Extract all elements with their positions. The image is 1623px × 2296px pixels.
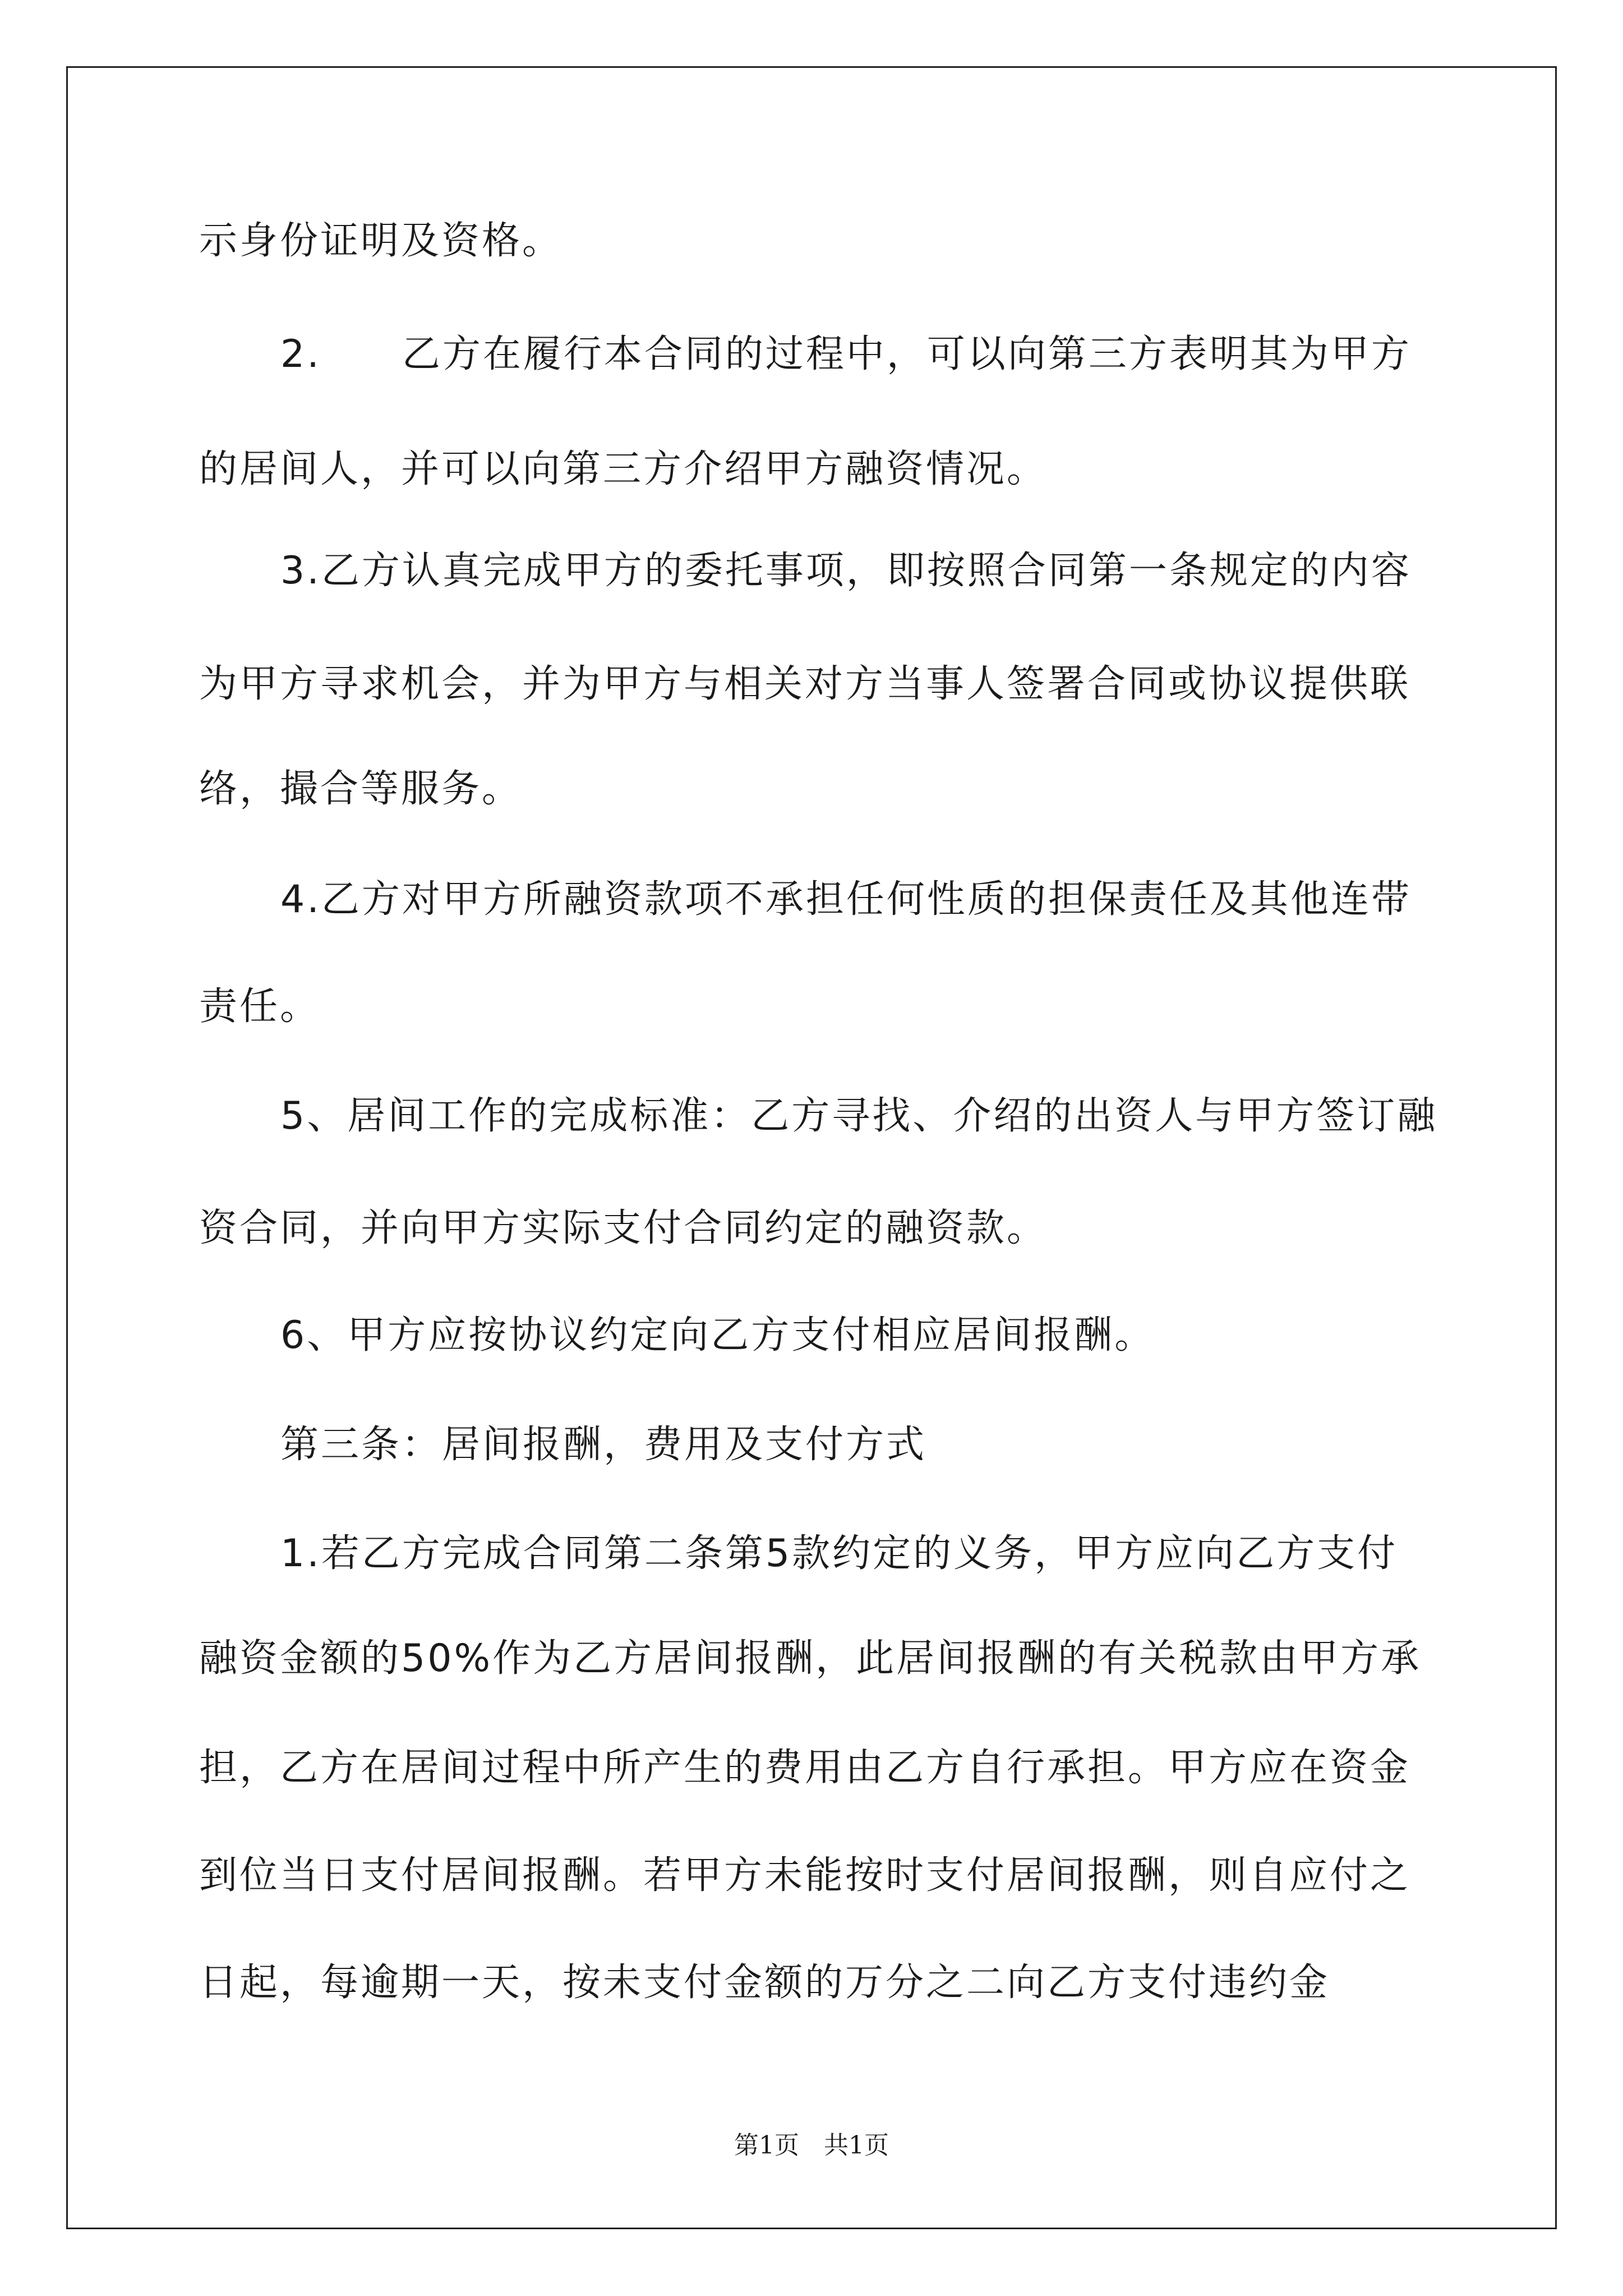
body-line: 到位当日支付居间报酬。若甲方未能按时支付居间报酬，则自应付之 (199, 1853, 1411, 1898)
body-line: 6、甲方应按协议约定向乙方支付相应居间报酬。 (280, 1313, 1155, 1358)
body-line: 为甲方寻求机会，并为甲方与相关对方当事人签署合同或协议提供联 (199, 662, 1411, 706)
body-line: 的居间人，并可以向第三方介绍甲方融资情况。 (199, 447, 1048, 491)
body-line: 3.乙方认真完成甲方的委托事项，即按照合同第一条规定的内容 (280, 549, 1412, 593)
body-line: 络，撮合等服务。 (199, 767, 523, 811)
body-line: 资合同，并向甲方实际支付合同约定的融资款。 (199, 1206, 1048, 1250)
body-line: 示身份证明及资格。 (199, 219, 563, 263)
body-line: 2. 乙方在履行本合同的过程中，可以向第三方表明其为甲方 (280, 332, 1412, 376)
section-heading: 第三条：居间报酬，费用及支付方式 (280, 1423, 927, 1467)
body-line: 融资金额的50%作为乙方居间报酬，此居间报酬的有关税款由甲方承 (199, 1636, 1422, 1681)
body-line: 担，乙方在居间过程中所产生的费用由乙方自行承担。甲方应在资金 (199, 1746, 1411, 1790)
page-frame (66, 66, 1557, 2229)
body-line: 责任。 (199, 984, 321, 1029)
body-line: 日起，每逾期一天，按未支付金额的万分之二向乙方支付违约金 (199, 1961, 1330, 2005)
page-footer: 第1页 共1页 (734, 2131, 889, 2160)
body-line: 4.乙方对甲方所融资款项不承担任何性质的担保责任及其他连带 (280, 877, 1412, 922)
body-line: 5、居间工作的完成标准：乙方寻找、介绍的出资人与甲方签订融 (280, 1094, 1438, 1138)
body-line: 1.若乙方完成合同第二条第5款约定的义务，甲方应向乙方支付 (280, 1531, 1398, 1576)
